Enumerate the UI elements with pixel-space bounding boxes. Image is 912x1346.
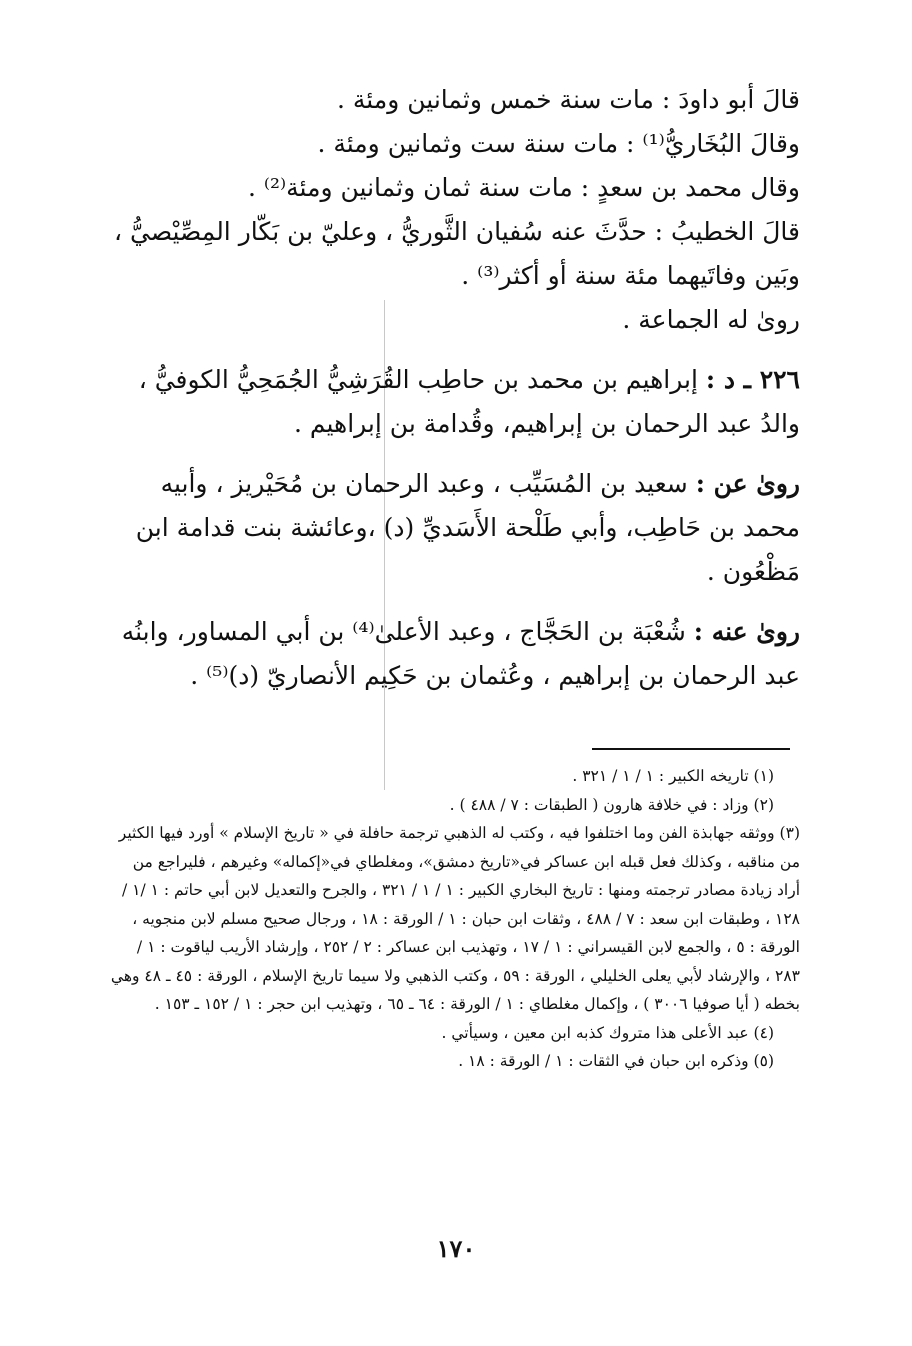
entry-text: إبراهيم بن محمد بن حاطِب القُرَشِيُّ الجُمَحِيُّ الكوفيُّ ، والدُ عبد الرحمان بن إبراهيم، وقُدامة بن إبراهيم . xyxy=(138,365,800,438)
narrated-by-label: روىٰ عنه : xyxy=(693,617,800,646)
narrated-from-paragraph xyxy=(110,462,800,594)
text-line-bukhari: وقالَ البُخَاريُّ⁽¹⁾ : مات سنة ست وثمانين ومئة . xyxy=(317,129,800,158)
narrated-from-label: روىٰ عن : xyxy=(695,469,800,498)
footnote-1: (١) تاريخه الكبير : ١ / ١ / ٣٢١ . xyxy=(572,767,774,785)
narrated-by-text: شُعْبَة بن الحَجَّاج ، وعبد الأعلىٰ⁽⁴⁾ بن أبي المساور، وابنُه عبد الرحمان بن إبراهيم ، وعُثمان بن حَكِيم الأنصاريّ (د)⁽⁵⁾ . xyxy=(121,617,800,690)
page-number: ١٧٠ xyxy=(436,1234,476,1263)
entry-paragraph xyxy=(110,358,800,446)
main-text xyxy=(110,78,800,698)
text-paragraph-khatib: قالَ الخطيبُ : حدَّثَ عنه سُفيان الثَّوريُّ ، وعليّ بن بَكّار المِصِّيْصيُّ ، وبَين وفاتَيهما مئة سنة أو أكثر⁽³⁾ . xyxy=(113,217,800,290)
footnote-2: (٢) وزاد : في خلافة هارون ( الطبقات : ٧ / ٤٨٨ ) . xyxy=(449,795,774,814)
text-line-ibn-saad: وقال محمد بن سعدٍ : مات سنة ثمان وثمانين ومئة⁽²⁾ . xyxy=(247,173,800,202)
footnotes xyxy=(110,762,800,1076)
narrated-by-paragraph xyxy=(110,610,800,698)
text-line-jamaa: روىٰ له الجماعة . xyxy=(622,305,800,334)
text-line-abu-dawud: قالَ أبو داودَ : مات سنة خمس وثمانين ومئة . xyxy=(337,85,800,114)
footnote-3: (٣) ووثقه جهابذة الفن وما اختلفوا فيه ، وكتب له الذهبي ترجمة حافلة في « تاريخ الإسلام » أورد فيها الكثير من مناقبه ، وكذلك فعل قبله ابن عساكر في«تاريخ دمشق»، ومغلطاي في«إكماله» وغيرهم ، فليراجع من أراد زيادة مصادر ترجمته ومنها : تاريخ البخاري الكبير : ١ / ١ / ٣٢١ ، والجرح والتعديل لابن أبي حاتم : ١ /١ / ١٢٨ ، وطبقات ابن سعد : ٧ / ٤٨٨ ، وثقات ابن حبان : ١ / الورقة : ١٨ ، ورجال صحيح مسلم لابن منجويه ، الورقة : ٥ ، والجمع لابن القيسراني : ١ / ١٧ ، وتهذيب ابن عساكر : ٢ / ٢٥٢ ، وإرشاد الأريب لياقوت : ١ / ٢٨٣ ، والإرشاد لأبي يعلى الخليلي ، الورقة : ٥٩ ، وكتب الذهبي ولا سيما تاريخ الإسلام ، الورقة : ٤٥ ـ ٤٨ وهي بخطه ( أيا صوفيا ٣٠٠٦ ) ، وإكمال مغلطاي : ١ / الورقة : ٦٤ ـ ٦٥ ، وتهذيب ابن حجر : ١ / ١٥٢ ـ ١٥٣ . xyxy=(110,824,800,1013)
footnote-4: (٤) عبد الأعلى هذا متروك كذبه ابن معين ، وسيأتي . xyxy=(441,1023,774,1042)
footnote-separator xyxy=(592,748,790,750)
footnote-5: (٥) وذكره ابن حبان في الثقات : ١ / الورقة : ١٨ . xyxy=(458,1052,774,1070)
entry-number: ٢٢٦ ـ د : xyxy=(705,365,800,394)
narrated-from-text: سعيد بن المُسَيِّب ، وعبد الرحمان بن مُحَيْريز ، وأبيه محمد بن حَاطِب، وأبي طَلْحة الأَسَديِّ (د) ،وعائشة بنت قدامة ابن مَظْعُون . xyxy=(135,469,800,586)
